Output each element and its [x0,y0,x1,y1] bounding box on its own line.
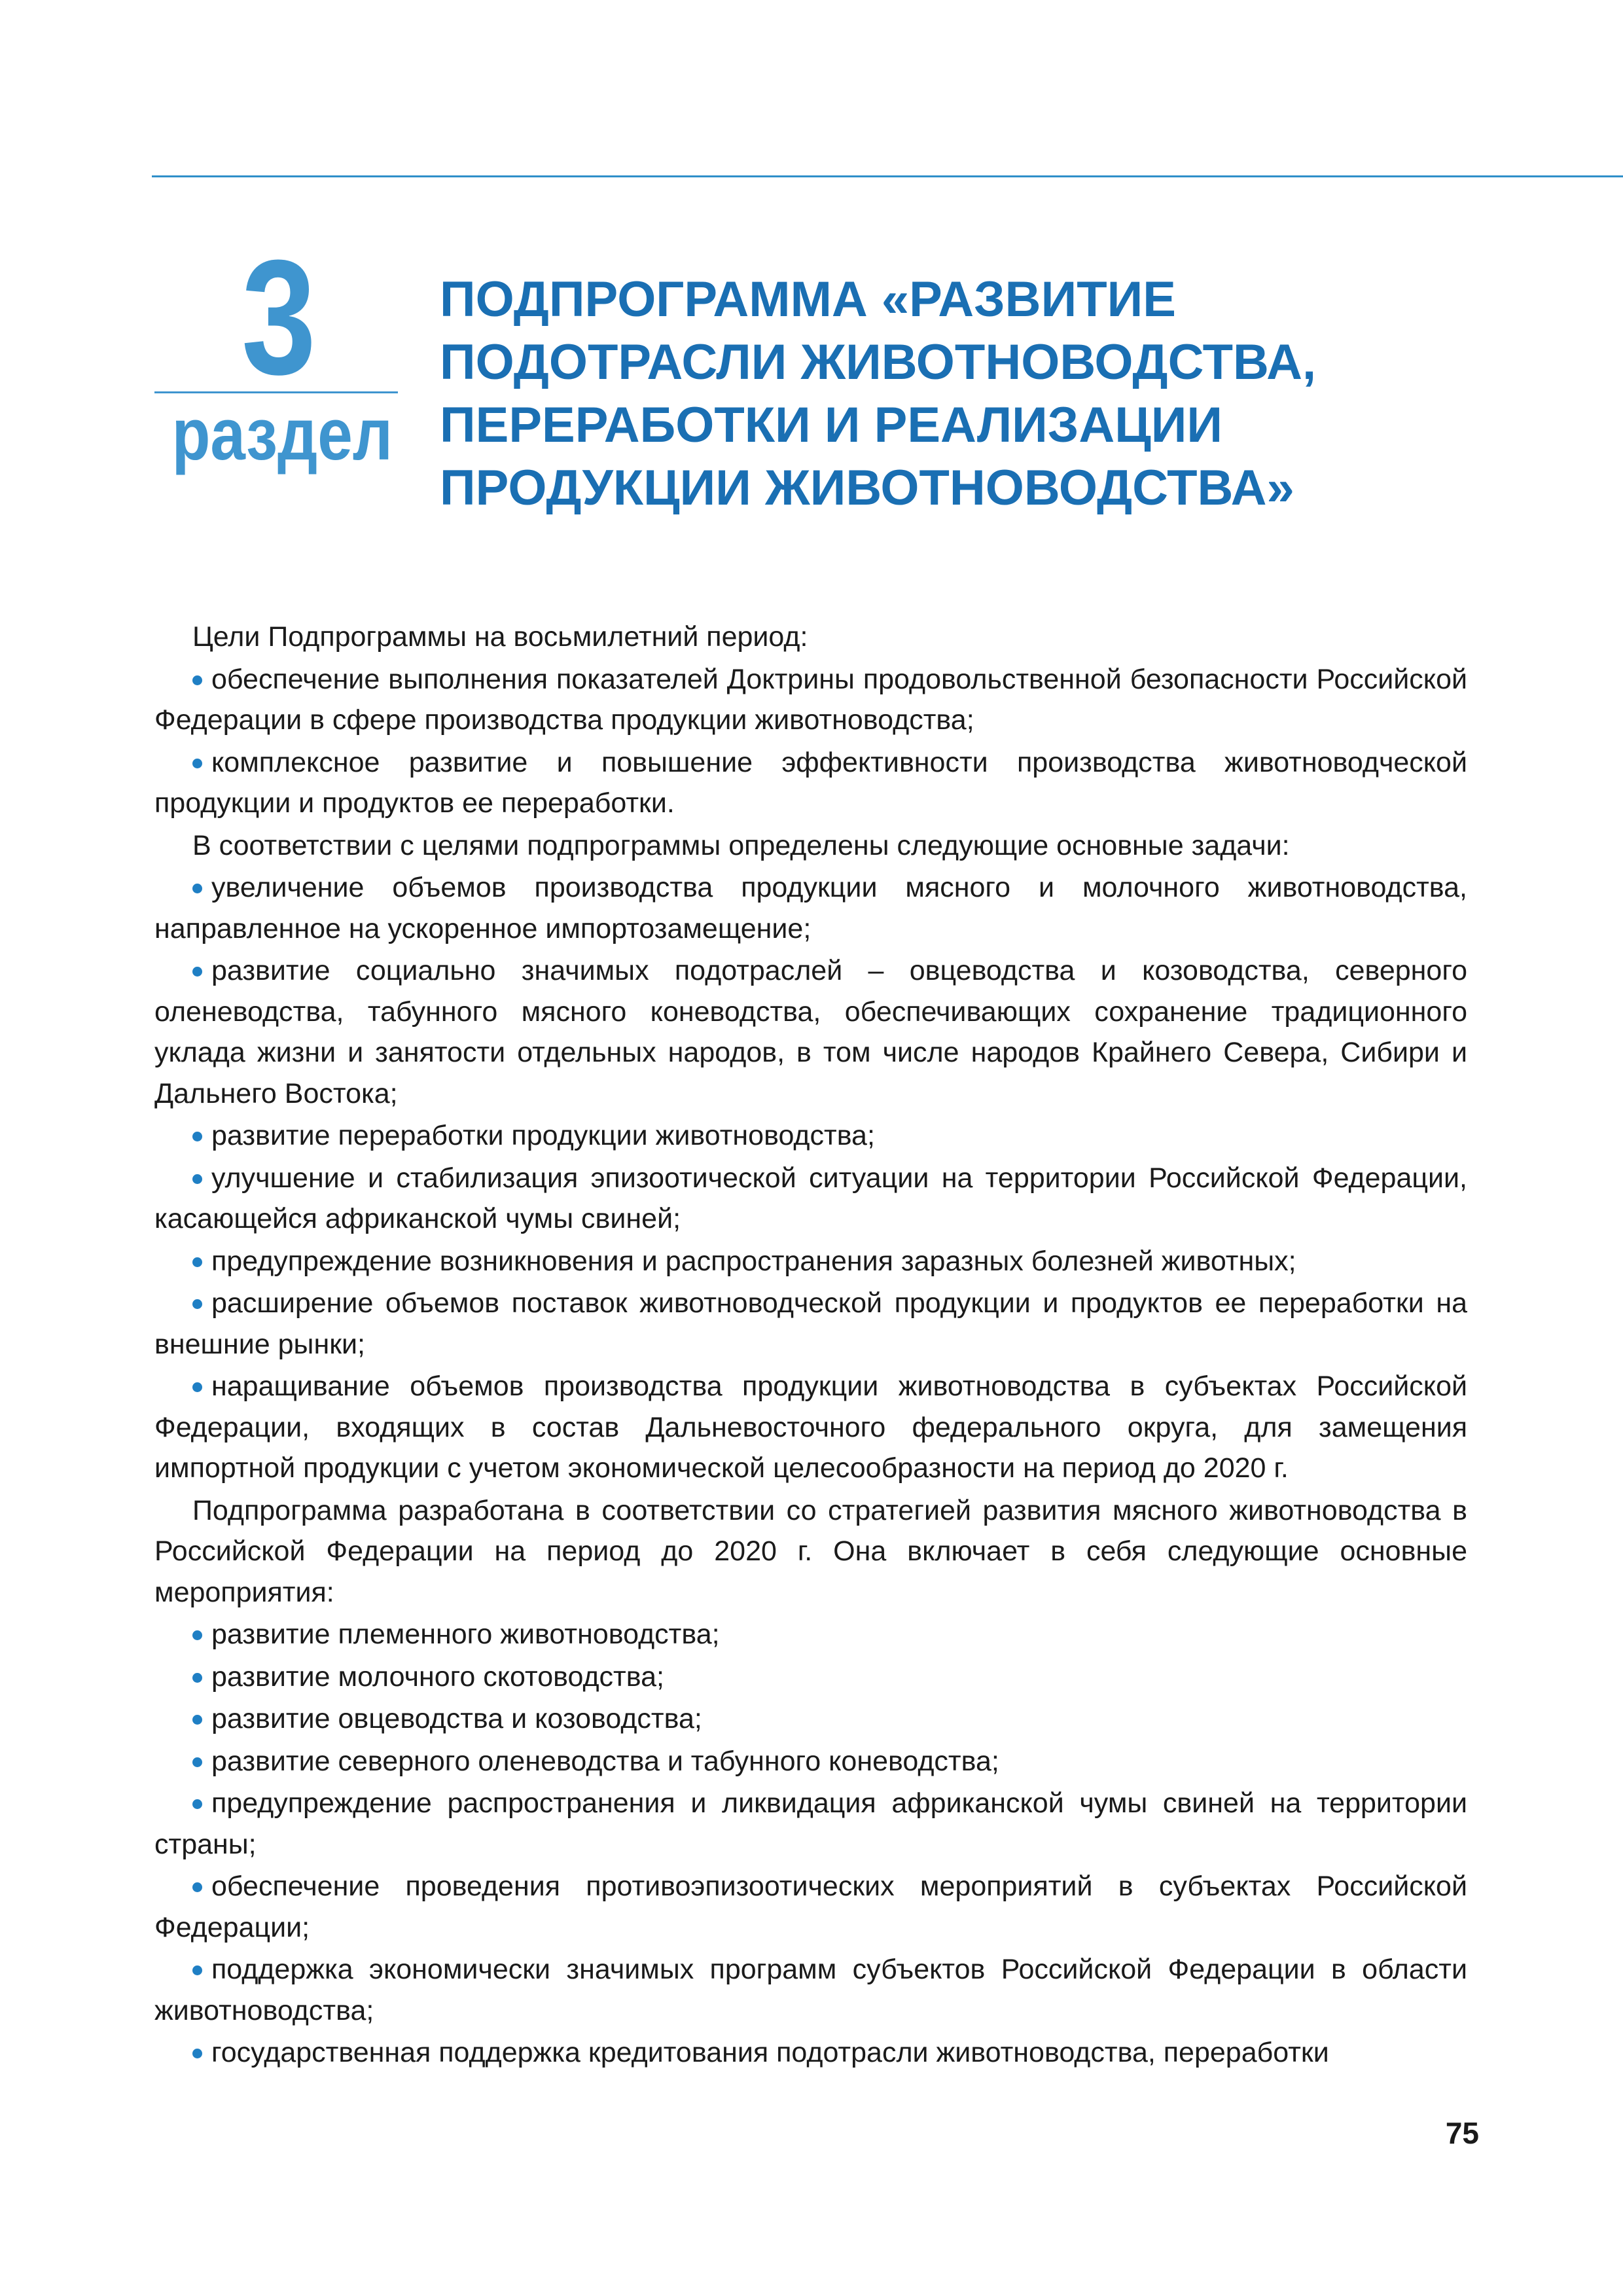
measure-text: поддержка экономически значимых программ субъектов Российской Федерации в области животноводства; [154,1954,1467,2026]
bullet-dot-icon [192,1382,202,1392]
task-text: расширение объемов поставок животноводческой продукции и продуктов ее переработки на внешние рынки; [154,1287,1467,1360]
bullet-dot-icon [192,675,202,685]
task-text: развитие переработки продукции животноводства; [211,1120,875,1151]
task-item [154,1283,1467,1365]
goal-item [154,742,1467,824]
page-title [440,268,1552,520]
bullet-dot-icon [192,2049,202,2058]
goal-item [154,659,1467,741]
section-mark [154,226,403,475]
measure-item [154,1614,1467,1655]
goals-intro: Цели Подпрограммы на восьмилетний период: [192,621,808,653]
measure-item [154,1741,1467,1782]
task-item [154,1158,1467,1240]
top-rule [152,175,1623,177]
task-item [154,1366,1467,1489]
bullet-dot-icon [192,1174,202,1184]
task-item [154,950,1467,1114]
section-word: раздел [171,393,393,475]
bullet-dot-icon [192,1132,202,1141]
measure-text: обеспечение проведения противоэпизоотических мероприятий в субъектах Российской Федерации; [154,1871,1467,1943]
task-item [154,867,1467,949]
bullet-dot-icon [192,967,202,977]
measure-item [154,1657,1467,1698]
bullet-dot-icon [192,1673,202,1683]
bullet-dot-icon [192,1299,202,1309]
measure-text: развитие племенного животноводства; [211,1619,720,1650]
task-text: развитие социально значимых подотраслей – овцеводства и козоводства, северного оленеводства, табунного мясного коневодства, обеспечивающих сохранение традиционного уклада жизни и занятости отдельных народов, в том числе народов Крайнего Севера, Сибири и Дальнего Востока; [154,955,1467,1109]
goal-text: обеспечение выполнения показателей Доктрины продовольственной безопасности Российской Федерации в сфере производства продукции животноводства; [154,663,1467,736]
task-text: увеличение объемов производства продукции мясного и молочного животноводства, направленное на ускоренное импортозамещение; [154,872,1467,944]
body-text [154,617,1467,2075]
bullet-dot-icon [192,1799,202,1809]
measure-item [154,1783,1467,1865]
task-item [154,1115,1467,1157]
bullet-dot-icon [192,1757,202,1767]
title-line: ПЕРЕРАБОТКИ И РЕАЛИЗАЦИИ [440,397,1223,453]
measure-text: развитие молочного скотоводства; [211,1660,664,1693]
bullet-dot-icon [192,1257,202,1267]
task-text: наращивание объемов производства продукции животноводства в субъектах Российской Федерации, входящих в состав Дальневосточного федерального округа, для замещения импортной продукции с учетом экономической целесообразности на период до 2020 г. [154,1371,1467,1484]
bullet-dot-icon [192,1965,202,1975]
task-text: предупреждение возникновения и распространения заразных болезней животных; [211,1245,1296,1277]
measures-intro: Подпрограмма разработана в соответствии со стратегией развития мясного животноводства в Российской Федерации на период до 2020 г. Она включает в себя следующие основные мероприятия: [154,1494,1467,1608]
page-number: 75 [1445,2116,1479,2150]
bullet-dot-icon [192,759,202,768]
measure-item [154,1949,1467,2031]
measure-text: развитие северного оленеводства и табунного коневодства; [211,1745,999,1777]
title-line: ПОДОТРАСЛИ ЖИВОТНОВОДСТВА, [440,334,1317,390]
measure-text: развитие овцеводства и козоводства; [211,1703,702,1734]
task-item [154,1241,1467,1282]
title-line: ПРОДУКЦИИ ЖИВОТНОВОДСТВА» [440,460,1294,516]
bullet-dot-icon [192,1715,202,1725]
bullet-dot-icon [192,1882,202,1892]
title-line: ПОДПРОГРАММА «РАЗВИТИЕ [440,272,1176,327]
bullet-dot-icon [192,884,202,893]
measure-text: предупреждение распространения и ликвидация африканской чумы свиней на территории страны; [154,1787,1467,1860]
task-text: улучшение и стабилизация эпизоотической ситуации на территории Российской Федерации, касающейся африканской чумы свиней; [154,1162,1467,1234]
bullet-dot-icon [192,1630,202,1640]
section-number: 3 [241,226,317,408]
measure-text: государственная поддержка кредитования подотрасли животноводства, переработки [211,2037,1329,2068]
goal-text: комплексное развитие и повышение эффективности производства животноводческой продукции и продуктов ее переработки. [154,746,1467,819]
measure-item [154,1866,1467,1948]
measure-item [154,1698,1467,1740]
measure-item [154,2032,1467,2073]
tasks-intro: В соответствии с целями подпрограммы определены следующие основные задачи: [192,829,1290,861]
